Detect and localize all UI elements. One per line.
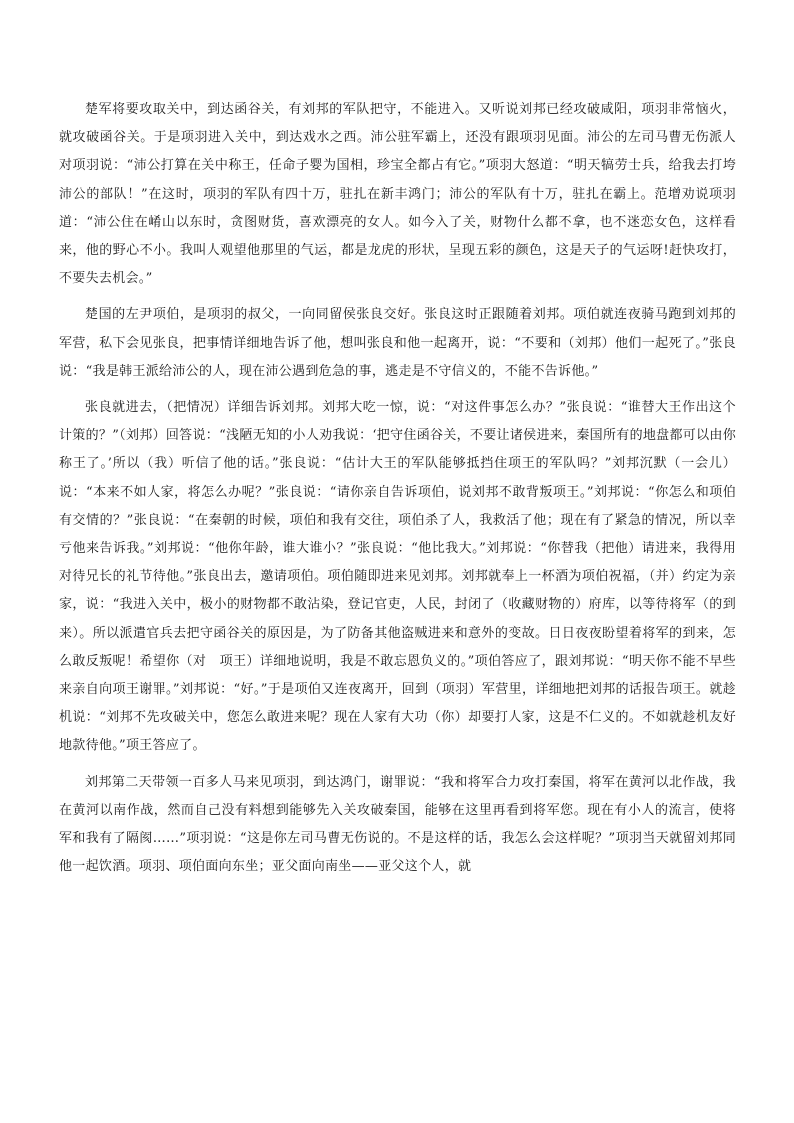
paragraph-2: 楚国的左尹项伯，是项羽的叔父，一向同留侯张良交好。张良这时正跟随着刘邦。项伯就连夜骑马跑到刘邦的军营，私下会见张良，把事情详细地告诉了他，想叫张良和他一起离开，说：“不要和（刘邦）他们一起死了。”张良说：“我是韩王派给沛公的人，现在沛公遇到危急的事，逃走是不守信义的，不能不告诉他。” [59, 307, 736, 379]
paragraph-3: 张良就进去，（把情况）详细告诉刘邦。刘邦大吃一惊，说：“对这件事怎么办？”张良说：“谁替大王作出这个计策的？”（刘邦）回答说：“浅陋无知的小人劝我说：‘把守住函谷关，不要让诸侯进来，秦国所有的地盘都可以由你称王了。’所以（我）听信了他的话。”张良说：“估计大王的军队能够抵挡住项王的军队吗？”刘邦沉默（一会儿）说：“本来不如人家，将怎么办呢？”张良说：“请你亲自告诉项伯，说刘邦不敢背叛项王。”刘邦说：“你怎么和项伯有交情的？”张良说：“在秦朝的时候，项伯和我有交往，项伯杀了人，我救活了他；现在有了紧急的情况，所以幸亏他来告诉我。”刘邦说：“他你年龄，谁大谁小？”张良说：“他比我大。”刘邦说：“你替我（把他）请进来，我得用对待兄长的礼节待他。”张良出去，邀请项伯。项伯随即进来见刘邦。刘邦就奉上一杯酒为项伯祝福，（并）约定为亲家，说：“我进入关中，极小的财物都不敢沾染，登记官吏，人民，封闭了（收藏财物的）府库，以等待将军（的到来）。所以派遣官兵去把守函谷关的原因是，为了防备其他盗贼进来和意外的变故。日日夜夜盼望着将军的到来，怎么敢反叛呢！希望你（对 项王）详细地说明，我是不敢忘恩负义的。”项伯答应了，跟刘邦说：“明天你不能不早些来亲自向项王谢罪。”刘邦说：“好。”于是项伯又连夜离开，回到（项羽）军营里，详细地把刘邦的话报告项王。就趁机说：“刘邦不先攻破关中，您怎么敢进来呢？现在人家有大功（你）却要打人家，这是不仁义的。不如就趁机友好地款待他。”项王答应了。 [59, 400, 736, 754]
text-body [59, 96, 736, 881]
paragraph-4: 刘邦第二天带领一百多人马来见项羽，到达鸿门，谢罪说：“我和将军合力攻打秦国，将军在黄河以北作战，我在黄河以南作战，然而自己没有料想到能够先入关攻破秦国，能够在这里再看到将军您。现在有小人的流言，使将军和我有了隔阂……”项羽说：“这是你左司马曹无伤说的。不是这样的话，我怎么会这样呢？”项羽当天就留刘邦同他一起饮酒。项羽、项伯面向东坐；亚父面向南坐——亚父这个人，就 [59, 774, 736, 875]
paragraph-1: 楚军将要攻取关中，到达函谷关，有刘邦的军队把守，不能进入。又听说刘邦已经攻破咸阳，项羽非常恼火，就攻破函谷关。于是项羽进入关中，到达戏水之西。沛公驻军霸上，还没有跟项羽见面。沛公的左司马曹无伤派人对项羽说：“沛公打算在关中称王，任命子婴为国相，珍宝全都占有它。”项羽大怒道：“明天犒劳士兵，给我去打垮沛公的部队！”在这时，项羽的军队有四十万，驻扎在新丰鸿门；沛公的军队有十万，驻扎在霸上。范增劝说项羽道：“沛公住在崤山以东时，贪图财货，喜欢漂亮的女人。如今入了关，财物什么都不拿，也不迷恋女色，这样看来，他的野心不小。我叫人观望他那里的气运，都是龙虎的形状，呈现五彩的颜色，这是天子的气运呀!赶快攻打，不要失去机会。” [59, 102, 736, 287]
